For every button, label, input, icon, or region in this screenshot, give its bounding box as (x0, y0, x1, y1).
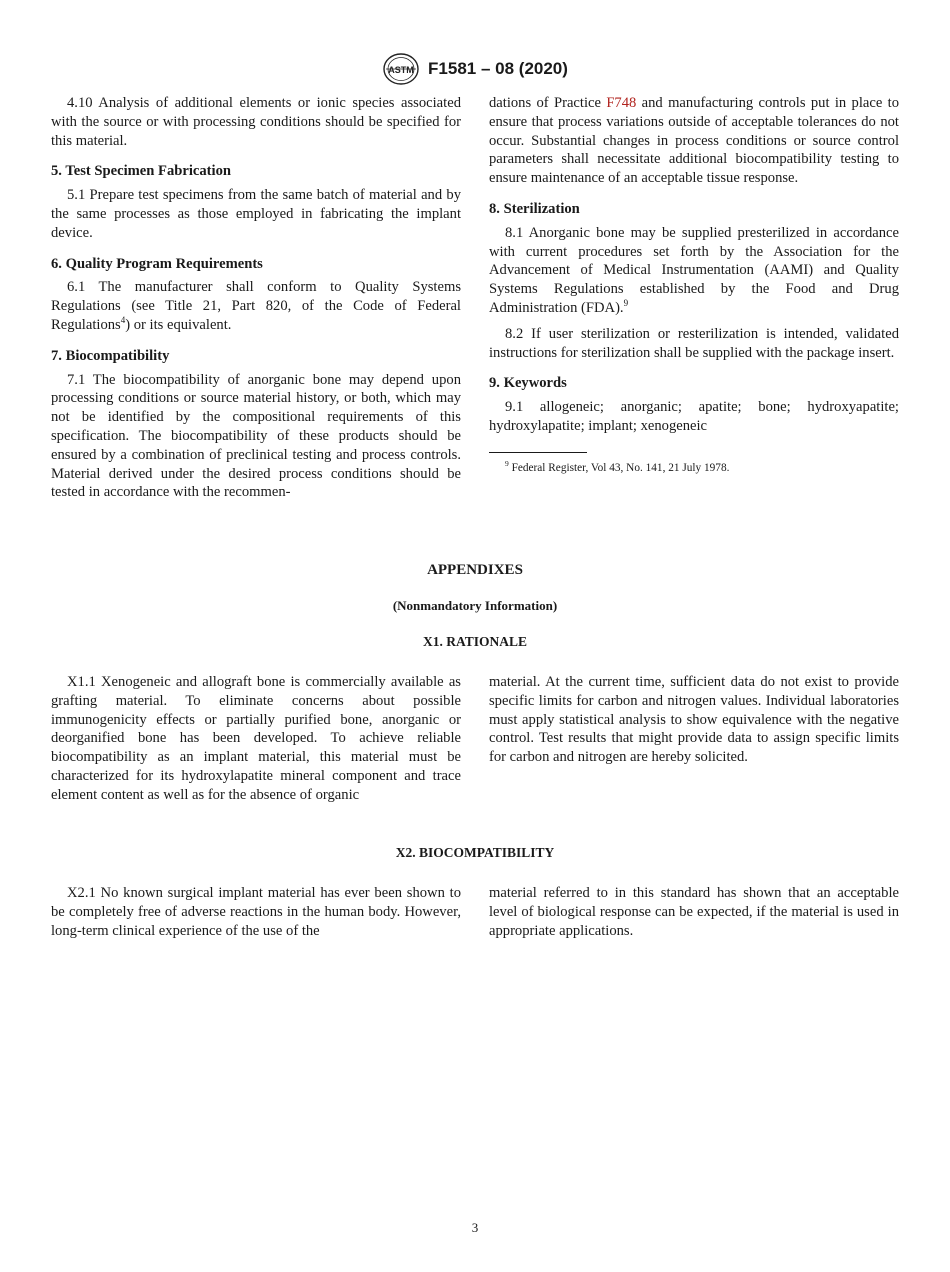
footnote-ref-4: 4 (120, 315, 126, 326)
section-7-heading: 7. Biocompatibility (51, 347, 170, 364)
section-9-heading: 9. Keywords (489, 375, 567, 392)
section-5-1-text: 5.1 Prepare test specimens from the same batch of material and by the same processes as those employed in fabricating the implant device. (51, 187, 461, 241)
x1-1-continued: material. At the current time, sufficient data do not exist to provide specific limits for carbon and nitrogen values. Individual laboratories must apply statistical analysis to show equivalence with the negative control. Test results that might provide data to assign specific limits for carbon and nitrogen are hereby solicited. (489, 674, 899, 766)
right-column-top (489, 94, 899, 475)
page-number: 3 (471, 1220, 479, 1235)
x2-1-continued: material referred to in this standard has shown that an acceptable level of biological response can be expected, if the material is used in appropriate applications. (489, 885, 899, 939)
x1-1-text: X1.1 Xenogeneic and allograft bone is commercially available as grafting material. To eliminate concerns about possible immunogenicity effects or partially purified bone, anorganic or deorganified bone has been developed. To achieve reliable biocompatibility as an implant material, this material must be characterized for its hydroxylapatite mineral component and trace element content as well as for the absence of organic (51, 674, 461, 803)
section-7-1-text: 7.1 The biocompatibility of anorganic bone may depend upon processing conditions or source material history, or both, which may not be identified by the compositional requirements of this specification. The biocompatibility of these products should be ensured by a combination of preclinical testing and process controls. Material derived under the desired process conditions should be tested in accordance with the recommen- (51, 371, 461, 501)
x2-left-column (51, 884, 461, 940)
section-5-heading: 5. Test Specimen Fabrication (51, 163, 231, 180)
astm-logo-icon (382, 52, 420, 86)
document-designation: F1581 – 08 (2020) (428, 59, 568, 78)
section-7-1-continued: dations of Practice F748 and manufacturing controls put in place to ensure that process variations outside of acceptable tolerances do not occur. Substantial changes in process conditions or source control parameters shall necessitate additional biocompatibility testing to ensure maintenance of an acceptable tissue response. (489, 95, 899, 187)
section-8-heading: 8. Sterilization (489, 200, 580, 217)
footnote-ref-9: 9 (623, 298, 629, 309)
x1-right-column (489, 673, 899, 767)
section-8-1-text: 8.1 Anorganic bone may be supplied presterilized in accordance with current procedures set forth by the Association for the Advancement of Medical Instrumentation (AAMI) and Quality Systems Regulations established by the Food and Drug Administration (FDA).$^9$ (489, 224, 899, 316)
section-4-10-text: 4.10 Analysis of additional elements or ionic species associated with the source or with processing conditions should be specified for this material. (51, 95, 461, 149)
appendixes-title: APPENDIXES (427, 562, 523, 578)
logo-text: ASTM (388, 65, 414, 75)
footnote-divider (489, 452, 587, 453)
x1-title: X1. RATIONALE (422, 634, 527, 649)
section-6-heading: 6. Quality Program Requirements (51, 255, 263, 272)
left-column-top (51, 94, 461, 502)
section-8-2-text: 8.2 If user sterilization or resterilization is intended, validated instructions for sterilization shall be supplied with the package insert. (489, 325, 899, 361)
x2-title: X2. BIOCOMPATIBILITY (395, 845, 555, 860)
section-9-1-text: 9.1 allogeneic; anorganic; apatite; bone; hydroxyapatite; hydroxylapatite; implant; xenogeneic (489, 399, 899, 434)
x1-left-column (51, 673, 461, 805)
f748-link[interactable]: F748 (606, 95, 637, 111)
appendixes-subtitle: (Nonmandatory Information) (392, 598, 558, 613)
page-header (0, 52, 950, 86)
x2-1-text: X2.1 No known surgical implant material has ever been shown to be completely free of adverse reactions in the human body. However, long-term clinical experience of the use of the (51, 885, 461, 939)
footnote-9: $^9$ Federal Register, Vol 43, No. 141, 21 July 1978. (505, 458, 730, 474)
x2-right-column (489, 884, 899, 940)
section-6-1-text: 6.1 The manufacturer shall conform to Quality Systems Regulations (see Title 21, Part 820, of the Code of Federal Regulations$^4$) or its equivalent. (51, 279, 461, 333)
